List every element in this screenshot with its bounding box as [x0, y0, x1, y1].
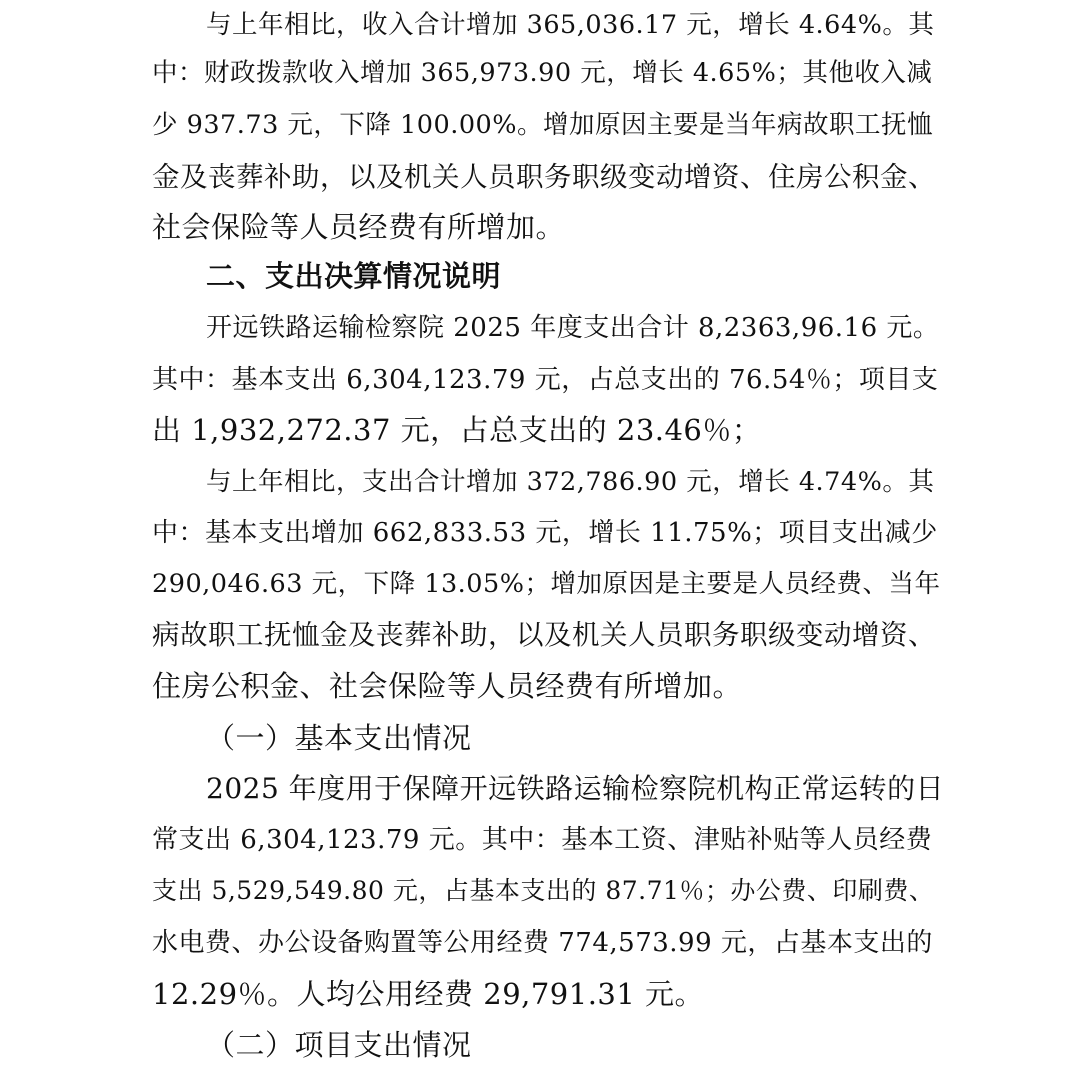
subsection-heading: （一）基本支出情况 [206, 721, 472, 755]
body-text-line: 2025 年度用于保障开远铁路运输检察院机构正常运转的日 [206, 772, 945, 805]
subsection-heading: （二）项目支出情况 [206, 1028, 472, 1062]
section-heading: 二、支出决算情况说明 [206, 259, 502, 293]
body-text-line: 与上年相比，收入合计增加 365,036.17 元，增长 4.64%。其 [206, 10, 935, 40]
body-text-line: 开远铁路运输检察院 2025 年度支出合计 8,2363,96.16 元。 [206, 313, 940, 343]
body-text-line: 出 1,932,272.37 元，占总支出的 23.46％； [152, 413, 762, 447]
body-text-line: 与上年相比，支出合计增加 372,786.90 元，增长 4.74%。其 [206, 467, 935, 497]
body-text-line: 金及丧葬补助，以及机关人员职务职级变动增资、住房公积金、 [152, 161, 936, 193]
body-text-line: 常支出 6,304,123.79 元。其中：基本工资、津贴补贴等人员经费 [152, 825, 933, 855]
body-text-line: 水电费、办公设备购置等公用经费 774,573.99 元，占基本支出的 [152, 928, 933, 958]
body-text-line: 12.29％。人均公用经费 29,791.31 元。 [152, 977, 705, 1011]
body-text-line: 住房公积金、社会保险等人员经费有所增加。 [152, 669, 743, 703]
body-text-line: 中：基本支出增加 662,833.53 元，增长 11.75%；项目支出减少 [152, 518, 938, 548]
body-text-line: 290,046.63 元，下降 13.05%；增加原因是主要是人员经费、当年 [152, 569, 941, 599]
body-text-line: 支出 5,529,549.80 元，占基本支出的 87.71％；办公费、印刷费、 [152, 876, 935, 905]
body-text-line: 社会保险等人员经费有所增加。 [152, 210, 566, 244]
body-text-line: 其中：基本支出 6,304,123.79 元，占总支出的 76.54％；项目支 [152, 365, 939, 395]
body-text-line: 病故职工抚恤金及丧葬补助，以及机关人员职务职级变动增资、 [152, 619, 936, 651]
body-text-line: 少 937.73 元，下降 100.00%。增加原因主要是当年病故职工抚恤 [152, 110, 933, 140]
body-text-line: 中：财政拨款收入增加 365,973.90 元，增长 4.65%；其他收入减 [152, 58, 933, 88]
